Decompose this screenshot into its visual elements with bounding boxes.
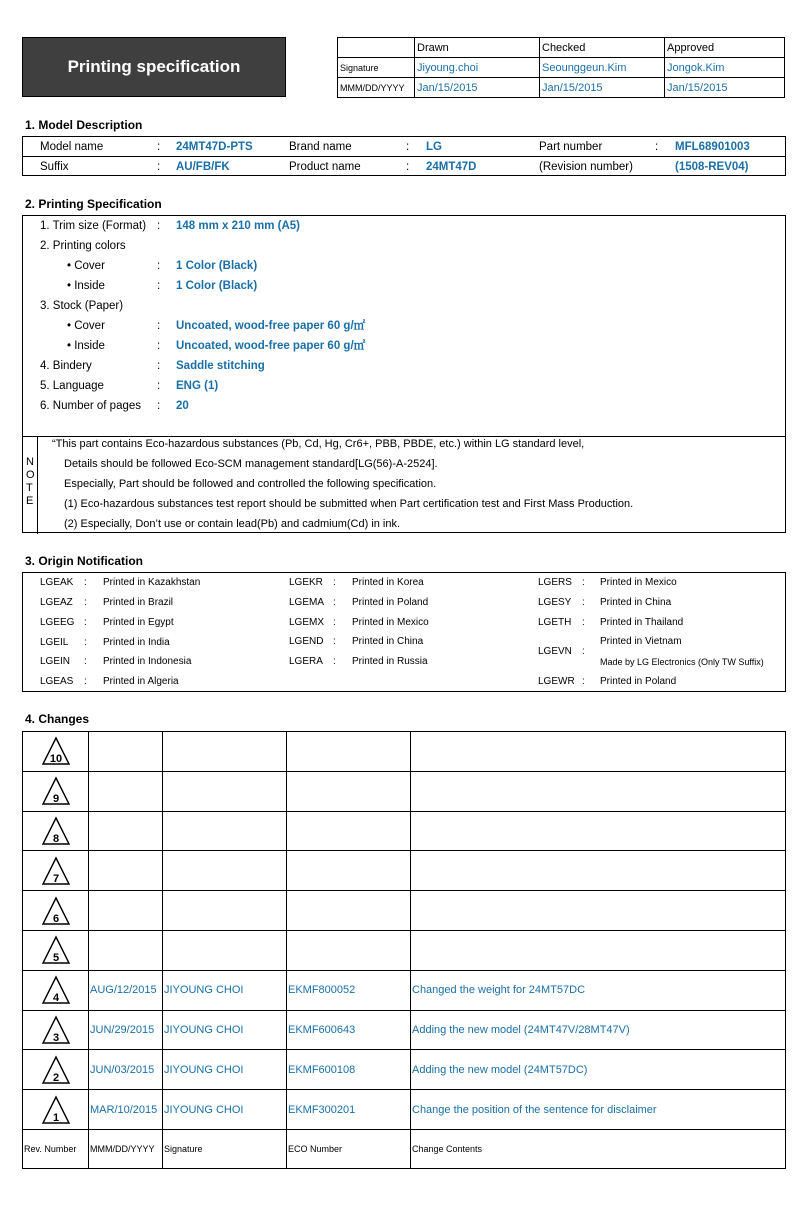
cover-stock-value: Uncoated, wood-free paper 60 g/㎡ [176, 320, 366, 332]
revision-number: 4 [52, 992, 60, 1005]
change-eco-number [287, 851, 411, 891]
change-eco-number [287, 891, 411, 931]
origin-text: Printed in Algeria [103, 676, 179, 687]
origin-code: LGESY [538, 597, 572, 608]
change-content [411, 811, 786, 851]
change-content [411, 732, 786, 772]
origin-text: Printed in China [600, 597, 672, 608]
rev-cell [23, 1010, 89, 1050]
cover-label: • Cover [67, 320, 105, 332]
change-date: JUN/29/2015 [89, 1010, 163, 1050]
change-eco-number [287, 930, 411, 970]
change-content: Adding the new model (24MT57DC) [411, 1050, 786, 1090]
part-number-label: Part number [539, 141, 603, 153]
origin-text: Printed in Poland [352, 597, 429, 608]
change-signature: JIYOUNG CHOI [163, 1090, 287, 1130]
revision-triangle-icon [41, 776, 71, 806]
change-date [89, 771, 163, 811]
model-description-table [22, 136, 786, 176]
origin-heading: 3. Origin Notification [25, 554, 144, 568]
rev-cell [23, 732, 89, 772]
revision-triangle-icon [41, 935, 71, 965]
change-row [23, 1090, 786, 1130]
revision-triangle-icon [41, 1055, 71, 1085]
revision-triangle-icon [41, 856, 71, 886]
approved-signature: Jongok.Kim [665, 58, 785, 78]
change-row [23, 851, 786, 891]
change-date [89, 732, 163, 772]
origin-text: Printed in India [103, 637, 170, 648]
revision-number: 10 [49, 753, 63, 766]
revision-triangle-icon [41, 975, 71, 1005]
origin-text: Printed in Thailand [600, 617, 684, 628]
change-content [411, 930, 786, 970]
change-eco-number: EKMF300201 [287, 1090, 411, 1130]
rev-cell [23, 771, 89, 811]
colon: : [333, 656, 336, 667]
printing-spec-heading: 2. Printing Specification [25, 197, 162, 211]
change-signature: JIYOUNG CHOI [163, 1010, 287, 1050]
colon: : [582, 646, 585, 657]
origin-code: LGEND [289, 636, 324, 647]
change-signature [163, 891, 287, 931]
revision-triangle-icon [41, 1095, 71, 1125]
colon: : [84, 656, 87, 667]
rev-cell [23, 1050, 89, 1090]
date-label: MMM/DD/YYYY [338, 78, 415, 98]
colon: : [157, 260, 161, 272]
note-letter: E [26, 495, 34, 507]
change-content: Adding the new model (24MT47V/28MT47V) [411, 1010, 786, 1050]
colon: : [655, 141, 659, 153]
colon: : [157, 220, 161, 232]
revision-triangle-icon [41, 736, 71, 766]
colon: : [333, 597, 336, 608]
colon: : [157, 141, 161, 153]
note-line: Details should be followed Eco-SCM management standard[LG(56)-A-2524]. [64, 458, 438, 470]
language-label: 5. Language [40, 380, 104, 392]
trim-label: 1. Trim size (Format) [40, 220, 147, 232]
origin-code: LGETH [538, 617, 572, 628]
colon: : [333, 636, 336, 647]
signature-label: Signature [338, 58, 415, 78]
page-title: Printing specification [22, 37, 286, 97]
note-letter: N [26, 456, 34, 468]
product-name-value: 24MT47D [426, 161, 477, 173]
change-eco-number [287, 811, 411, 851]
origin-code: LGEAK [40, 577, 74, 588]
colors-label: 2. Printing colors [40, 240, 126, 252]
change-date: JUN/03/2015 [89, 1050, 163, 1090]
colon: : [84, 637, 87, 648]
change-content: Change the position of the sentence for disclaimer [411, 1090, 786, 1130]
origin-code: LGERS [538, 577, 572, 588]
colon: : [582, 676, 585, 687]
brand-name-label: Brand name [289, 141, 352, 153]
origin-text: Printed in Mexico [352, 617, 429, 628]
note-line: “This part contains Eco-hazardous substances (Pb, Cd, Hg, Cr6+, PBB, PBDE, etc.) within LG standard level, [52, 438, 585, 450]
checked-header: Checked [540, 38, 665, 58]
revision-number: 2 [52, 1071, 60, 1084]
date-header: MMM/DD/YYYY [89, 1129, 163, 1168]
bindery-label: 4. Bindery [40, 360, 92, 372]
origin-code: LGEEG [40, 617, 75, 628]
revision-number: 1 [52, 1111, 60, 1124]
cover-label: • Cover [67, 260, 105, 272]
revision-number: 3 [52, 1031, 60, 1044]
colon: : [582, 597, 585, 608]
changes-table [22, 731, 786, 1169]
origin-code: LGEMX [289, 617, 325, 628]
change-eco-number: EKMF800052 [287, 970, 411, 1010]
change-row [23, 1010, 786, 1050]
revision-number: 5 [52, 952, 60, 965]
inside-label: • Inside [67, 280, 105, 292]
colon: : [406, 141, 410, 153]
changes-heading: 4. Changes [25, 712, 90, 726]
origin-code: LGERA [289, 656, 323, 667]
note-label [23, 436, 38, 534]
pages-label: 6. Number of pages [40, 400, 142, 412]
origin-code: LGEIN [40, 656, 71, 667]
origin-text: Printed in China [352, 636, 424, 647]
origin-code: LGEAS [40, 676, 74, 687]
note-line: (2) Especially, Don’t use or contain lead(Pb) and cadmium(Cd) in ink. [64, 518, 401, 530]
revision-triangle-icon [41, 1015, 71, 1045]
checked-date: Jan/15/2015 [540, 78, 665, 98]
change-signature [163, 771, 287, 811]
model-name-label: Model name [40, 141, 104, 153]
origin-table [22, 572, 786, 692]
colon: : [582, 577, 585, 588]
changes-footer-row [23, 1129, 786, 1168]
trim-value: 148 mm x 210 mm (A5) [176, 220, 301, 232]
origin-code: LGEKR [289, 577, 323, 588]
drawn-signature: Jiyoung.choi [415, 58, 540, 78]
suffix-value: AU/FB/FK [176, 161, 230, 173]
change-signature [163, 811, 287, 851]
note-letter: O [26, 469, 35, 481]
change-eco-number [287, 771, 411, 811]
colon: : [333, 577, 336, 588]
change-row [23, 732, 786, 772]
approved-date: Jan/15/2015 [665, 78, 785, 98]
change-signature: JIYOUNG CHOI [163, 970, 287, 1010]
pages-value: 20 [176, 400, 189, 412]
brand-name-value: LG [426, 141, 442, 153]
colon: : [84, 597, 87, 608]
drawn-header: Drawn [415, 38, 540, 58]
change-date: MAR/10/2015 [89, 1090, 163, 1130]
revision-value: (1508-REV04) [675, 161, 749, 173]
origin-text: Printed in Kazakhstan [103, 577, 201, 588]
rev-cell [23, 970, 89, 1010]
model-name-value: 24MT47D-PTS [176, 141, 253, 153]
approval-corner [338, 38, 415, 58]
signature-header: Signature [163, 1129, 287, 1168]
origin-code: LGEWR [538, 676, 575, 687]
inside-stock-value: Uncoated, wood-free paper 60 g/㎡ [176, 340, 366, 352]
change-content: Changed the weight for 24MT57DC [411, 970, 786, 1010]
colon: : [157, 340, 161, 352]
origin-code: LGEVN [538, 646, 572, 657]
origin-code: LGEMA [289, 597, 325, 608]
change-signature: JIYOUNG CHOI [163, 1050, 287, 1090]
change-row [23, 1050, 786, 1090]
language-value: ENG (1) [176, 380, 219, 392]
colon: : [84, 577, 87, 588]
revision-triangle-icon [41, 896, 71, 926]
colon: : [333, 617, 336, 628]
rev-cell [23, 851, 89, 891]
rev-cell [23, 1090, 89, 1130]
approved-header: Approved [665, 38, 785, 58]
inside-color-value: 1 Color (Black) [176, 280, 258, 292]
change-date [89, 851, 163, 891]
change-row [23, 811, 786, 851]
product-name-label: Product name [289, 161, 361, 173]
rev-number-header: Rev. Number [23, 1129, 89, 1168]
approval-table [337, 37, 785, 98]
inside-label: • Inside [67, 340, 105, 352]
drawn-date: Jan/15/2015 [415, 78, 540, 98]
note-line: Especially, Part should be followed and controlled the following specification. [64, 478, 437, 490]
revision-number: 8 [52, 832, 60, 845]
change-row [23, 930, 786, 970]
change-date [89, 930, 163, 970]
change-eco-number [287, 732, 411, 772]
part-number-value: MFL68901003 [675, 141, 750, 153]
change-date [89, 891, 163, 931]
note-letter: T [26, 482, 33, 494]
change-signature [163, 851, 287, 891]
revision-number: 9 [52, 793, 60, 806]
printing-spec-box [22, 215, 786, 533]
origin-code: LGEAZ [40, 597, 73, 608]
change-signature [163, 732, 287, 772]
cover-color-value: 1 Color (Black) [176, 260, 258, 272]
change-eco-number: EKMF600108 [287, 1050, 411, 1090]
origin-text: Printed in Brazil [103, 597, 174, 608]
rev-cell [23, 891, 89, 931]
colon: : [157, 380, 161, 392]
change-row [23, 970, 786, 1010]
change-row [23, 771, 786, 811]
colon: : [157, 161, 161, 173]
origin-text: Printed in Poland [600, 676, 677, 687]
rev-cell [23, 930, 89, 970]
origin-text: Printed in Mexico [600, 577, 677, 588]
colon: : [157, 400, 161, 412]
origin-text: Printed in Korea [352, 577, 424, 588]
colon: : [157, 320, 161, 332]
revision-triangle-icon [41, 816, 71, 846]
revision-number: 7 [52, 872, 60, 885]
origin-text-secondary: Made by LG Electronics (Only TW Suffix) [600, 657, 764, 667]
origin-text: Printed in Egypt [103, 617, 174, 628]
colon: : [582, 617, 585, 628]
eco-number-header: ECO Number [287, 1129, 411, 1168]
change-content [411, 771, 786, 811]
colon: : [157, 360, 161, 372]
checked-signature: Seounggeun.Kim [540, 58, 665, 78]
model-description-heading: 1. Model Description [25, 118, 143, 132]
origin-code: LGEIL [40, 637, 69, 648]
origin-text: Printed in Indonesia [103, 656, 192, 667]
change-date: AUG/12/2015 [89, 970, 163, 1010]
suffix-label: Suffix [40, 161, 69, 173]
stock-label: 3. Stock (Paper) [40, 300, 124, 312]
colon: : [84, 617, 87, 628]
change-content [411, 891, 786, 931]
colon: : [406, 161, 410, 173]
origin-text: Printed in Russia [352, 656, 428, 667]
change-eco-number: EKMF600643 [287, 1010, 411, 1050]
note-line: (1) Eco-hazardous substances test report should be submitted when Part certification test and First Mass Production. [64, 498, 634, 510]
colon: : [84, 676, 87, 687]
rev-cell [23, 811, 89, 851]
revision-label: (Revision number) [539, 161, 633, 173]
change-content [411, 851, 786, 891]
change-signature [163, 930, 287, 970]
change-date [89, 811, 163, 851]
change-contents-header: Change Contents [411, 1129, 786, 1168]
colon: : [157, 280, 161, 292]
revision-number: 6 [52, 912, 60, 925]
change-row [23, 891, 786, 931]
origin-text: Printed in Vietnam [600, 636, 682, 647]
bindery-value: Saddle stitching [176, 360, 265, 372]
